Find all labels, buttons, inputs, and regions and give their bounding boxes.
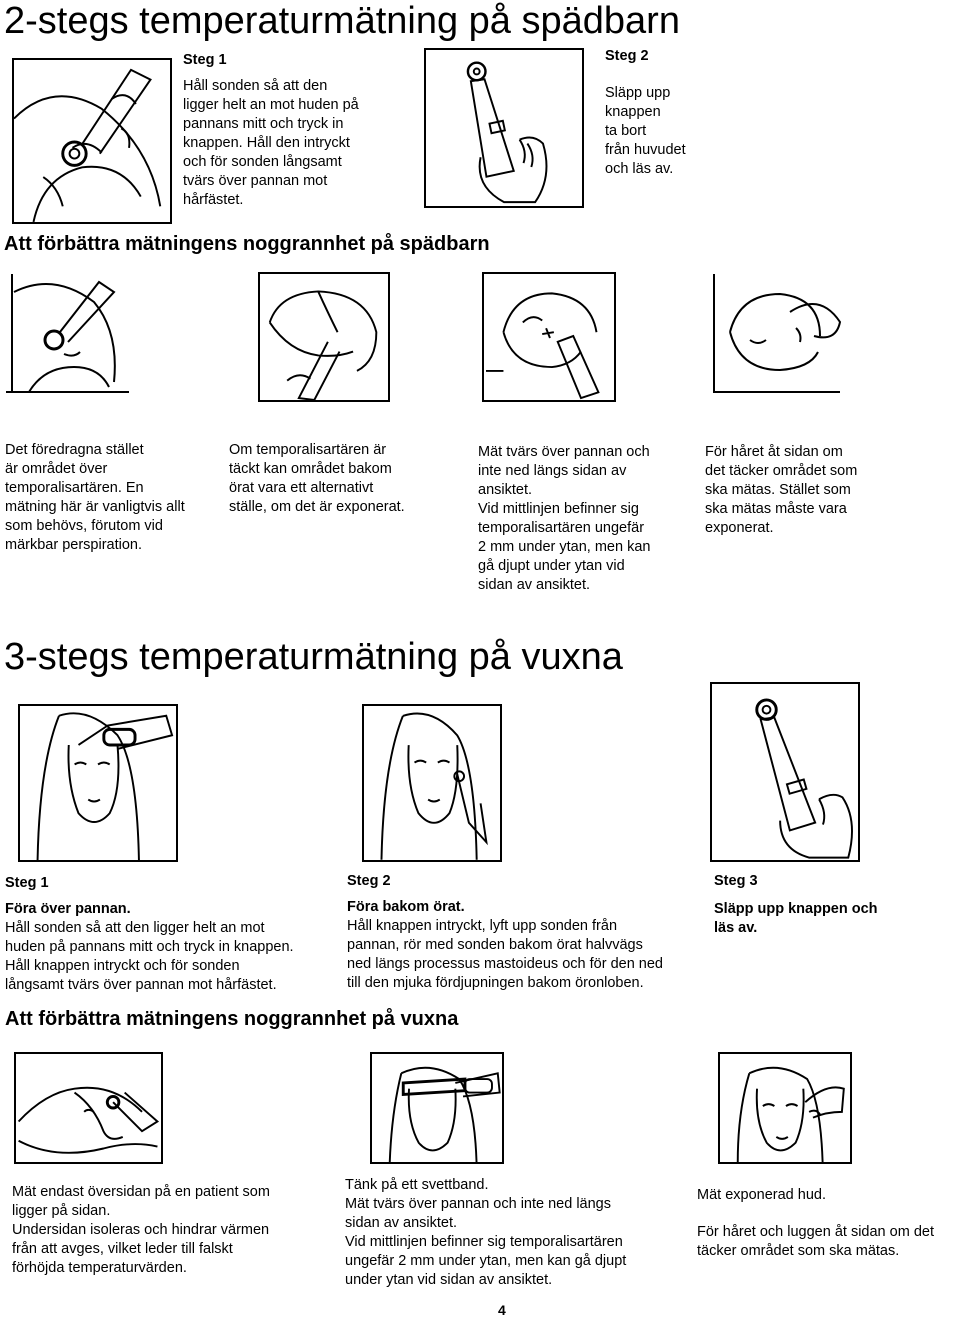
adult-tip1-text: Mät endast översidan på en patient som ligger på sidan. Undersidan isoleras och hindrar värmen från att avges, vilket leder till falskt förhöjda temperaturvärden. — [12, 1184, 270, 1276]
adult-title: 3-stegs temperaturmätning på vuxna — [4, 636, 623, 678]
infant-accuracy-heading: Att förbättra mätningens noggrannhet på spädbarn — [4, 233, 490, 255]
adult-step1-label: Steg 1 — [5, 875, 49, 891]
infant-tip4-text: För håret åt sidan om det täcker området som ska mätas. Stället som ska mätas måste vara exponerat. — [705, 444, 858, 536]
infant-step1-illustration — [12, 58, 172, 224]
adult-tip3-illustration — [718, 1052, 852, 1164]
adult-tip2-illustration — [370, 1052, 504, 1164]
adult-tip3-text: Mät exponerad hud. — [697, 1187, 826, 1203]
infant-step2-illustration — [424, 48, 584, 208]
infant-tip2-illustration — [258, 272, 390, 402]
adult-step2-label: Steg 2 — [347, 873, 391, 889]
infant-tip3-text: Mät tvärs över pannan och inte ned längs sidan av ansiktet. Vid mittlinjen befinner sig temporalisartären ungefär 2 mm under ytan, men kan gå djupt under ytan vid sidan av ansiktet. — [478, 444, 651, 593]
adult-step2-heading: Föra bakom örat. — [347, 899, 465, 915]
adult-step2-illustration — [362, 704, 502, 862]
page-number: 4 — [498, 1302, 506, 1318]
infant-tip1-illustration — [4, 272, 131, 402]
infant-tip1-text: Det föredragna stället är området över temporalisartären. En mätning här är vanligtvis allt som behövs, förutom vid märkbar perspiration. — [5, 442, 185, 553]
infant-step2-label: Steg 2 — [605, 48, 649, 64]
adult-step1-illustration — [18, 704, 178, 862]
adult-step3-illustration — [710, 682, 860, 862]
adult-accuracy-heading: Att förbättra mätningens noggrannhet på vuxna — [5, 1008, 459, 1030]
infant-tip2-text: Om temporalisartären är täckt kan området bakom örat vara ett alternativt ställe, om det är exponerat. — [229, 442, 405, 515]
adult-step1-heading: Föra över pannan. — [5, 901, 131, 917]
adult-tip1-illustration — [14, 1052, 163, 1164]
infant-tip3-illustration — [482, 272, 616, 402]
adult-step1-text: Håll sonden så att den ligger helt an mot huden på pannans mitt och tryck in knappen. Håll knappen intryckt och för sonden långsamt tvärs över pannan mot hårfästet. — [5, 920, 294, 993]
adult-step2-text: Håll knappen intryckt, lyft upp sonden från pannan, rör med sonden bakom örat halvvägs ned längs processus mastoideus och för den ned till den mjuka fördjupningen bakom öronloben. — [347, 918, 663, 991]
adult-tip2-text: Tänk på ett svettband. Mät tvärs över pannan och inte ned längs sidan av ansiktet. Vid mittlinjen befinner sig temporalisartären ungefär 2 mm under ytan, men kan gå djupt under ytan vid sidan av ansiktet. — [345, 1177, 627, 1288]
infant-tip4-illustration — [710, 272, 850, 396]
infant-title: 2-stegs temperaturmätning på spädbarn — [4, 0, 680, 42]
adult-step3-label: Steg 3 — [714, 873, 758, 889]
infant-step1-text: Håll sonden så att den ligger helt an mot huden på pannans mitt och tryck in knappen. Håll den intryckt och för sonden långsamt tvärs över pannan mot hårfästet. — [183, 78, 359, 208]
adult-step3-heading: Släpp upp knappen och läs av. — [714, 901, 878, 936]
infant-step2-text: Släpp upp knappen ta bort från huvudet och läs av. — [605, 85, 686, 177]
infant-step1-label: Steg 1 — [183, 52, 227, 68]
adult-tip4-text: För håret och luggen åt sidan om det täcker området som ska mätas. — [697, 1224, 934, 1259]
